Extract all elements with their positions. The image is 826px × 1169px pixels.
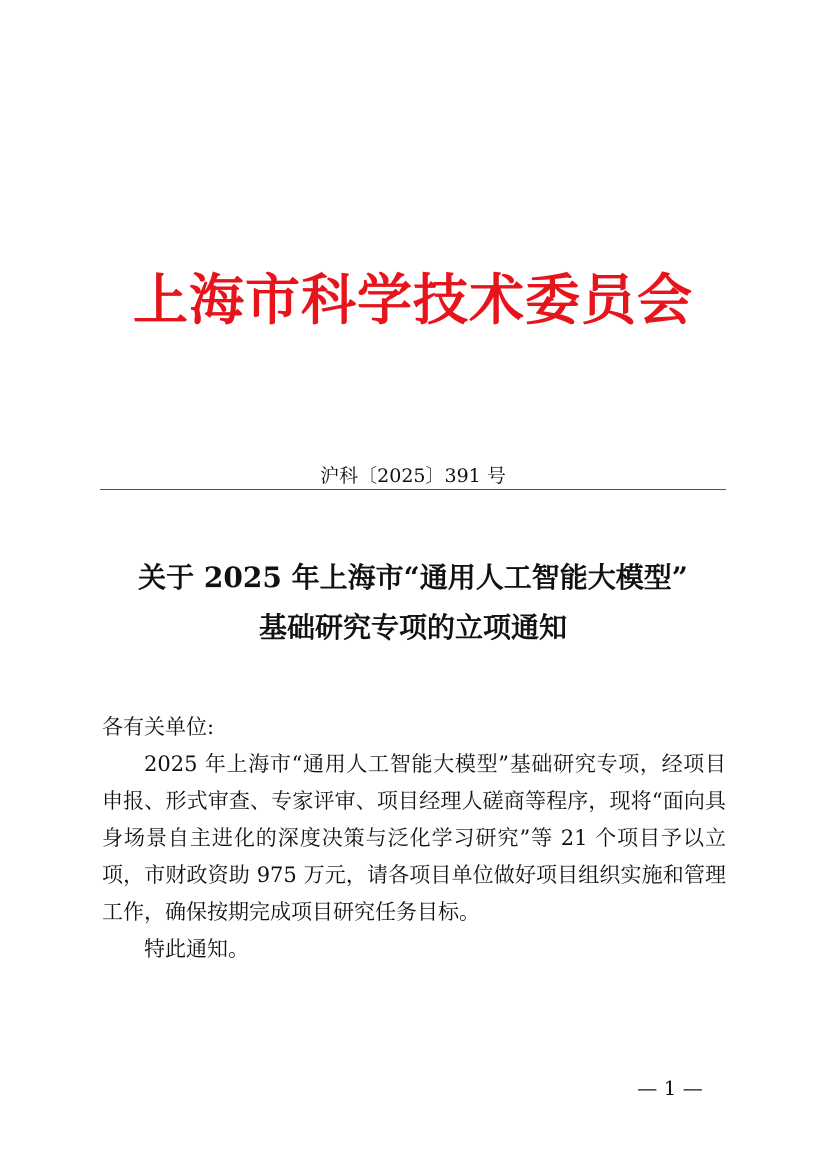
red-divider-line [100,489,726,490]
salutation: 各有关单位: [102,715,215,739]
document-number: 沪科〔2025〕391 号 [320,465,506,487]
closing-line: 特此通知。 [144,937,249,961]
issuing-organization-header: 上海市科学技术委员会 [132,267,693,332]
document-title [0,553,826,653]
page-number: — 1 — [637,1076,703,1100]
title-line-2: 基础研究专项的立项通知 [258,611,567,644]
body-paragraph: 2025 年上海市“通用人工智能大模型”基础研究专项，经项目申报、形式审查、专家评审、项目经理人磋商等程序，现将“面向具身场景自主进化的深度决策与泛化学习研究”等 21 个项目予以立项，市财政资助 975 万元，请各项目单位做好项目组织实施和管理工作，确保按期完成项目研究任务目标。 [102,752,726,924]
document-body [102,709,726,968]
title-line-1: 关于 2025 年上海市“通用人工智能大模型” [138,561,688,594]
